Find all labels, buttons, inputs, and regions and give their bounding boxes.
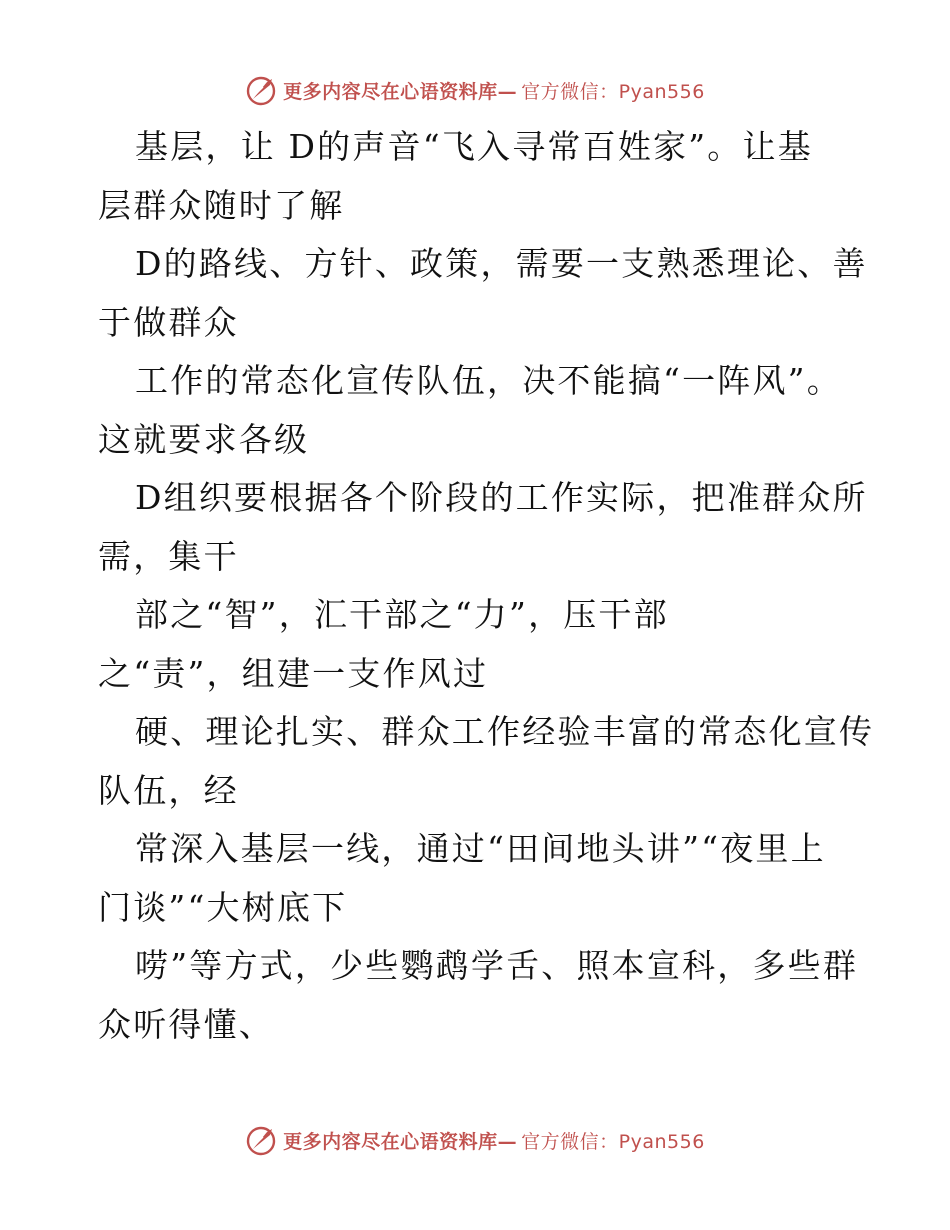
body-line: 常深入基层一线，通过“田间地头讲”“夜里上 [135,829,826,868]
body-line: D组织要根据各个阶段的工作实际，把准群众所 [135,478,868,517]
body-line: 门谈”“大树底下 [98,887,348,927]
document-body [98,118,875,1054]
body-line: 众听得懂、 [98,1004,274,1044]
body-line: 唠”等方式，少些鹦鹉学舌、照本宣科，多些群 [135,946,859,985]
quill-logo-icon [245,73,279,107]
banner-wechat-text: 官方微信：Pyan556 [521,1130,705,1153]
body-line: 硬、理论扎实、群众工作经验丰富的常态化宣传 [135,712,875,751]
banner-site-text: 更多内容尽在心语资料库— [283,1130,518,1153]
body-line: 层群众随时了解 [98,185,345,225]
body-line: 基层，让 D的声音“飞入寻常百姓家”。让基 [135,127,813,166]
body-line: 于做群众 [98,302,239,342]
quill-logo-icon [245,1123,279,1157]
body-line: 之“责”，组建一支作风过 [98,653,489,693]
body-line: 这就要求各级 [98,419,310,459]
banner-wechat-text: 官方微信：Pyan556 [521,80,705,103]
body-line: 队伍，经 [98,770,239,810]
header-watermark-banner [0,72,950,108]
footer-watermark-banner [0,1122,950,1158]
body-line: 需，集干 [98,536,239,576]
body-line: 部之“智”，汇干部之“力”，压干部 [135,595,669,634]
body-line: D的路线、方针、政策，需要一支熟悉理论、善 [135,244,868,283]
banner-site-text: 更多内容尽在心语资料库— [283,80,518,103]
body-line: 工作的常态化宣传队伍，决不能搞“一阵风”。 [135,361,842,400]
